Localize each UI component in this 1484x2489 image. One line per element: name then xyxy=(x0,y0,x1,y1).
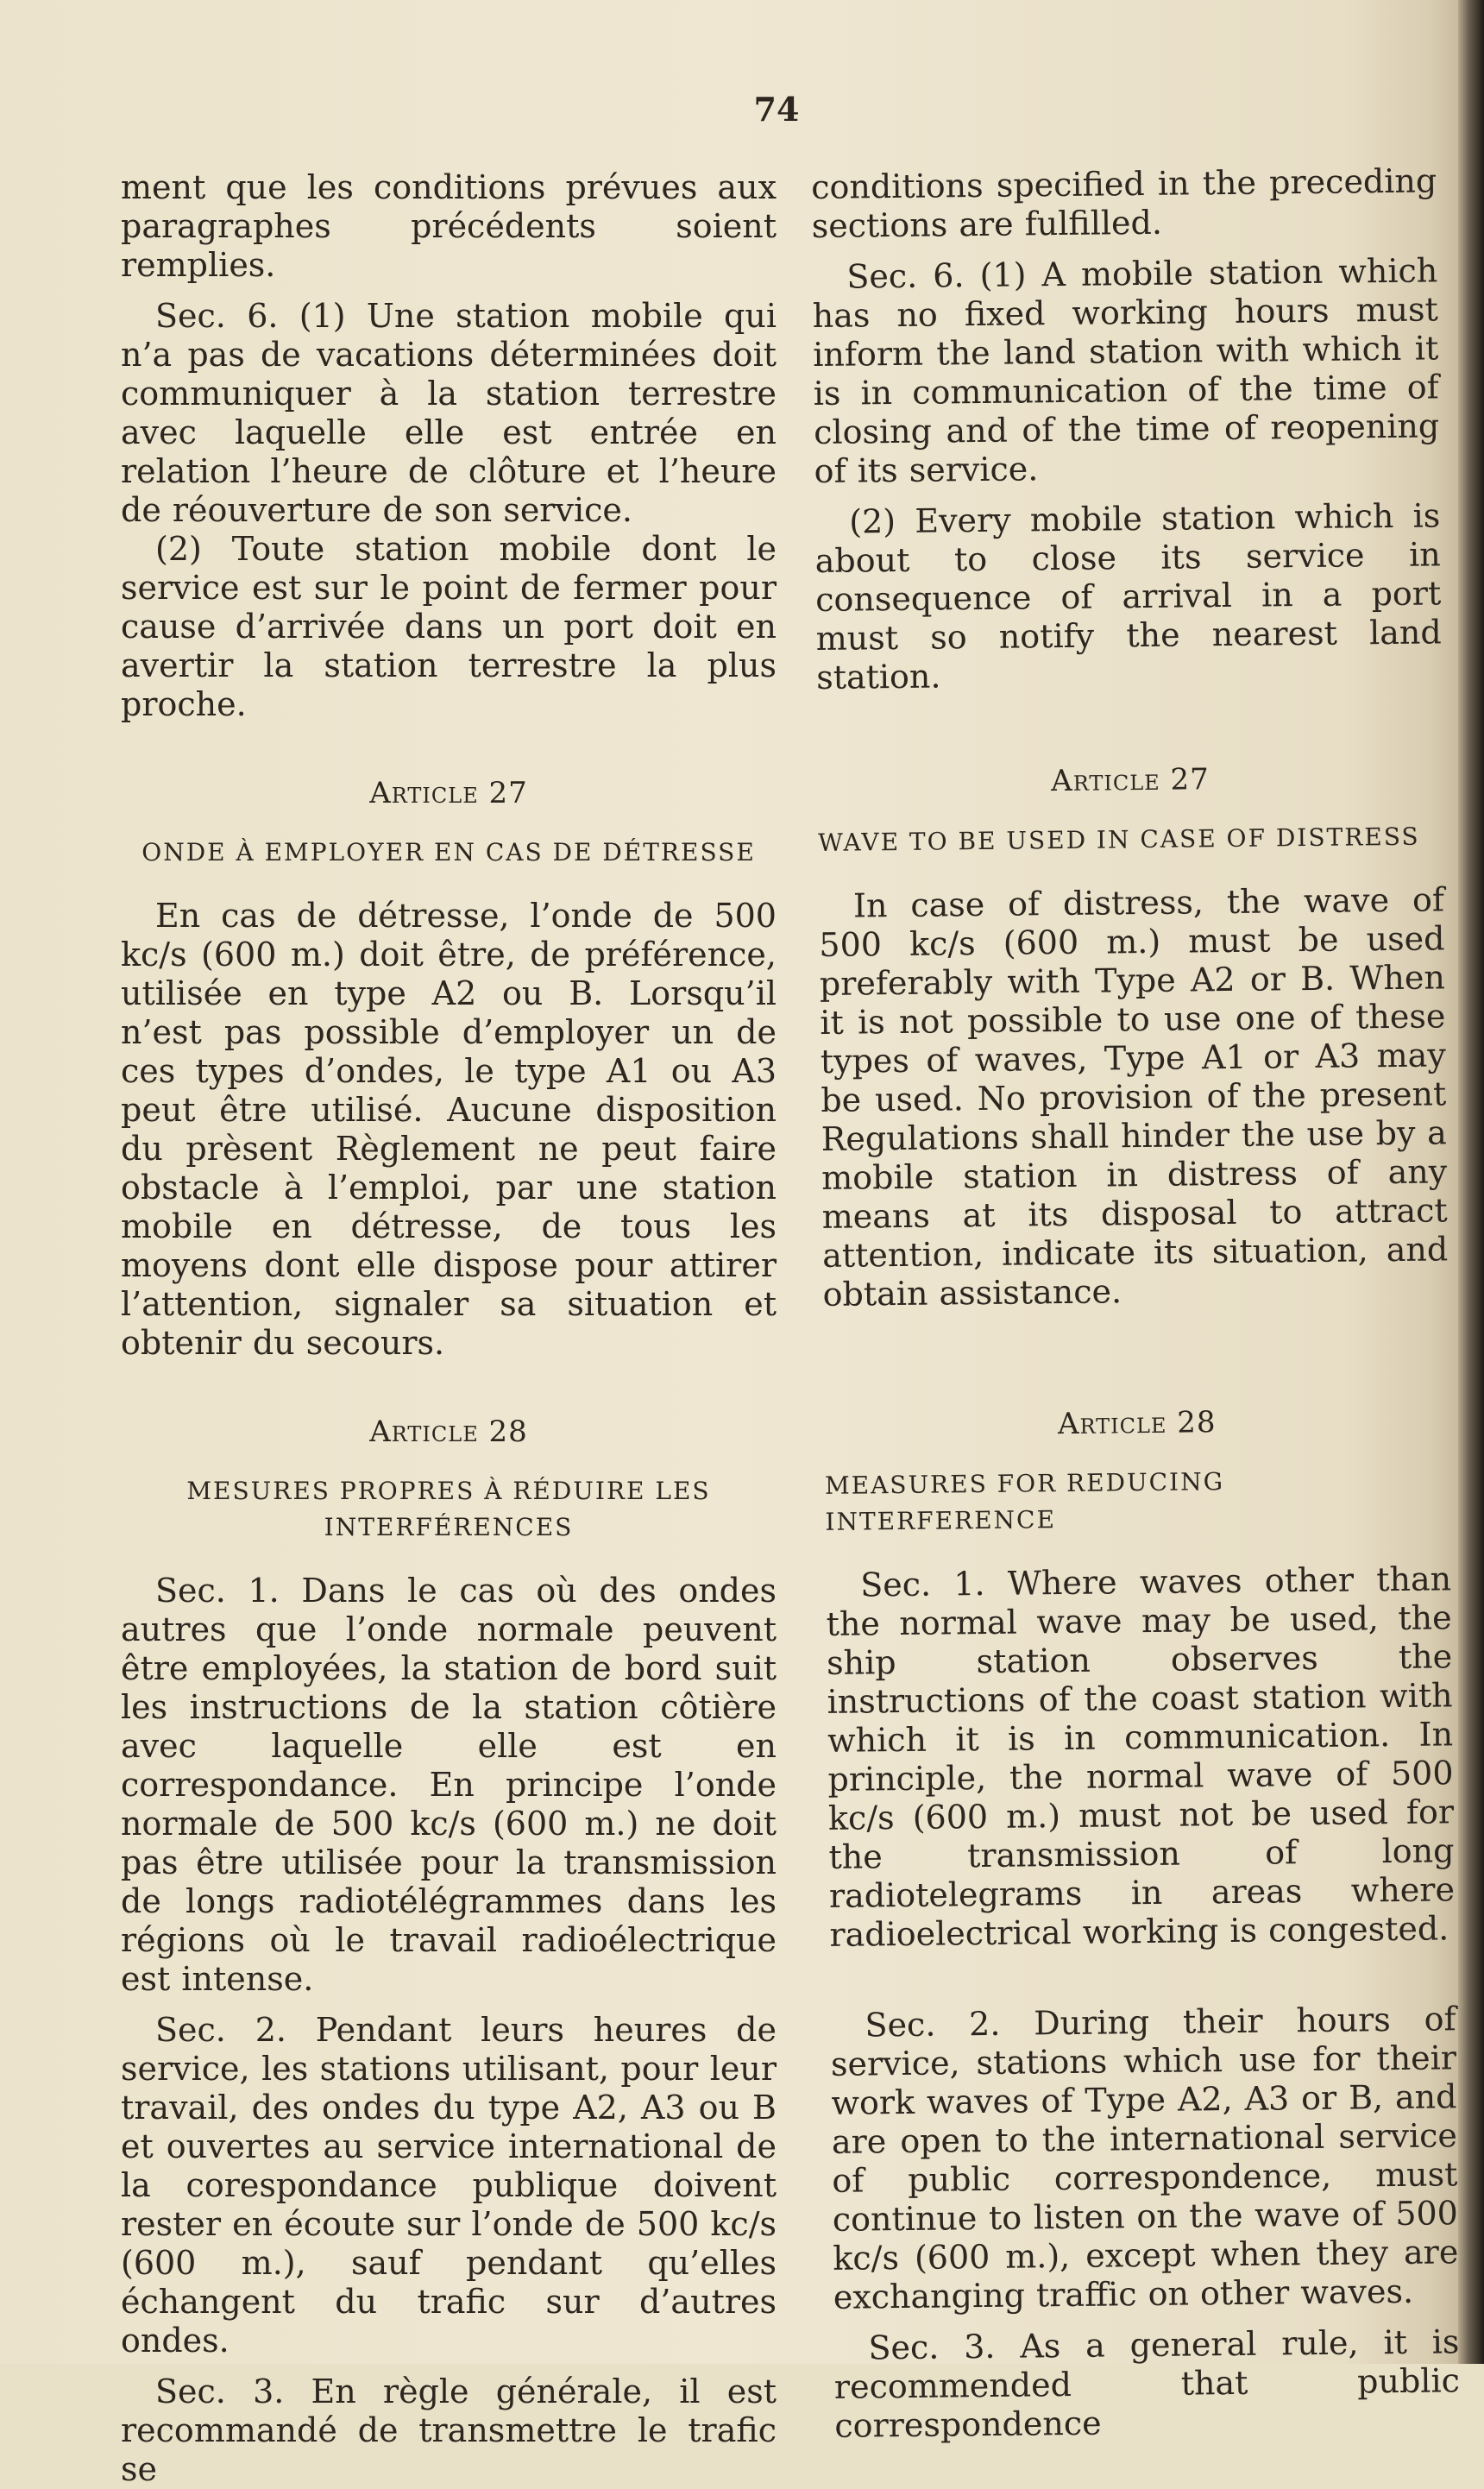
article-28-sec3: Sec. 3. As a general rule, it is recommended that public correspondence xyxy=(833,2322,1461,2445)
article-28-sec3: Sec. 3. En règle générale, il est recommandé de transmettre le trafic se xyxy=(121,2372,777,2488)
article-28-title: Article 28 xyxy=(1057,1405,1217,1442)
article-27-body: En cas de détresse, l’onde de 500 kc/s (600 m.) doit être, de préférence, utilisée en type A2 ou B. Lorsqu’il n’est pas possible d’employer un de ces types d’ondes, le type A1 ou A3 peut être utilisé. Aucune disposition du prèsent Règlement ne peut faire obstacle à l’emploi, par une station mobile en détresse, de tous les moyens dont elle dispose pour attirer l’attention, signaler sa situation et obtenir du secours. xyxy=(121,897,777,1362)
article-28-subtitle: MESURES PROPRES À RÉDUIRE LES INTERFÉRENCES xyxy=(186,1477,711,1541)
article-27-subtitle: ONDE À EMPLOYER EN CAS DE DÉTRESSE xyxy=(141,838,756,866)
french-column xyxy=(121,168,777,2489)
paragraph-sec6-2: (2) Every mobile station which is about to close its service in consequence of arrival in a port must so notify the nearest land station. xyxy=(814,496,1442,696)
page-number: 74 xyxy=(753,90,800,129)
article-28-sec2: Sec. 2. Pendant leurs heures de service, les stations utilisant, pour leur travail, des ondes du type A2, A3 ou B et ouvertes au service international de la corespondance publique doivent rester en écoute sur l’onde de 500 kc/s (600 m.), sauf pendant qu’elles échangent du trafic sur d’autres ondes. xyxy=(121,2011,777,2360)
paragraph-intro: ment que les conditions prévues aux paragraphes précédents soient remplies. xyxy=(121,168,777,284)
paragraph-sec6-1: Sec. 6. (1) Une station mobile qui n’a pas de vacations déterminées doit communiquer à la station terrestre avec laquelle elle est entrée en relation l’heure de clôture et l’heure de réouverture de son service. xyxy=(121,297,777,529)
paragraph-sec6-2: (2) Toute station mobile dont le service est sur le point de fermer pour cause d’arrivée dans un port doit en avertir la station terrestre la plus proche. xyxy=(121,530,777,723)
page-edge-shadow xyxy=(1458,0,1484,2364)
article-28-subtitle: MEASURES FOR REDUCING INTERFERENCE xyxy=(824,1467,1225,1536)
article-27-body: In case of distress, the wave of 500 kc/s (600 m.) must be used preferably with Type A2 or B. When it is not possible to use one of these types of waves, Type A1 or A3 may be used. No provision of the present Regulations shall hinder the use by a mobile station in distress of any means at its disposal to attract attention, indicate its situation, and obtain assistance. xyxy=(819,880,1449,1314)
article-28-sec1: Sec. 1. Where waves other than the normal wave may be used, the ship station observes the instructions of the coast station with which it is in communication. In principle, the normal wave of 500 kc/s (600 m.) must not be used for the transmission of long radiotelegrams in areas where radioelectrical working is congested. xyxy=(826,1560,1456,1954)
article-28-title: Article 28 xyxy=(369,1415,528,1449)
paragraph-sec6-1: Sec. 6. (1) A mobile station which has no fixed working hours must inform the land station with which it is in communication of the time of closing and of the time of reopening of its service. xyxy=(812,251,1440,490)
article-27-title: Article 27 xyxy=(369,776,528,810)
article-28-sec2: Sec. 2. During their hours of service, stations which use for their work waves of Type A2, A3 or B, and are open to the international service of public correspondence, must continue to listen on the wave of 500 kc/s (600 m.), except when they are exchanging traffic on other waves. xyxy=(830,2000,1459,2316)
paragraph-intro: conditions specified in the preceding sections are fulfilled. xyxy=(811,161,1437,245)
english-column xyxy=(811,161,1461,2446)
article-27-subtitle: WAVE TO BE USED IN CASE OF DISTRESS xyxy=(818,822,1420,857)
article-28-sec1: Sec. 1. Dans le cas où des ondes autres que l’onde normale peuvent être employées, la station de bord suit les instructions de la station côtière avec laquelle elle est en correspondance. En principe l’onde normale de 500 kc/s (600 m.) ne doit pas être utilisée pour la transmission de longs radiotélégrammes dans les régions où le travail radioélectrique est intense. xyxy=(121,1572,777,1998)
article-27-title: Article 27 xyxy=(1050,762,1210,799)
